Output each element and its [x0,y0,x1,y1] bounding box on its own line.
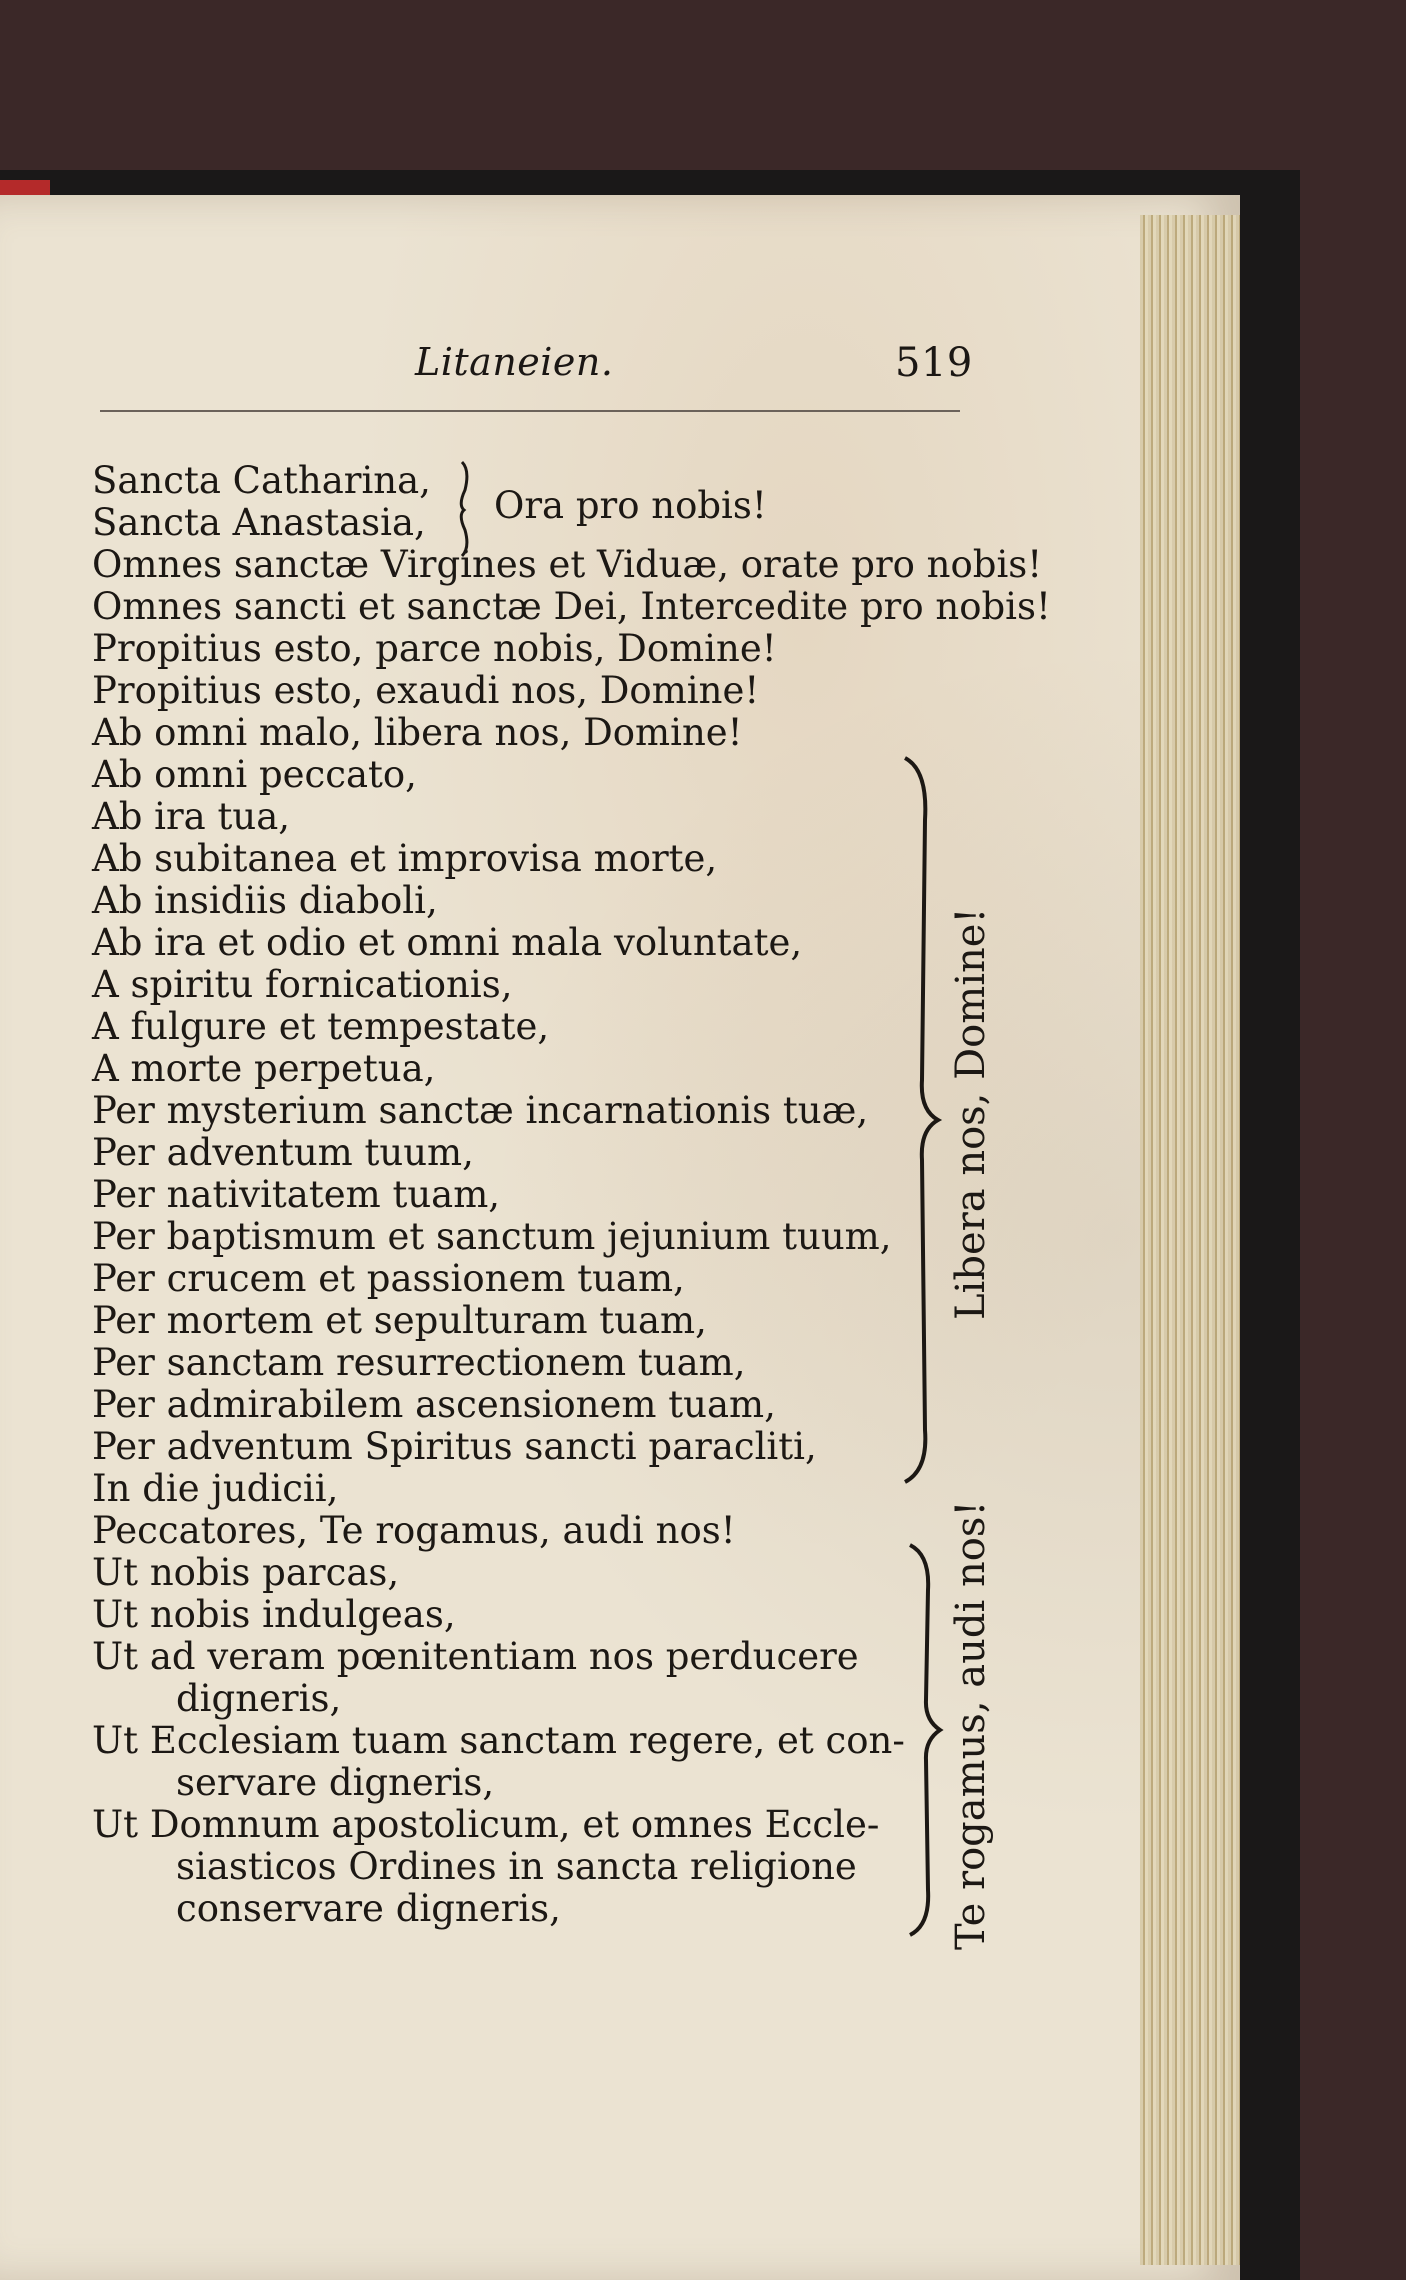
text-line: Ab insidiis diaboli, [92,879,438,922]
running-head-title: Litaneien. [415,340,614,384]
text-line: Ab omni peccato, [92,753,417,796]
text-line: Ab omni malo, libera nos, Domine! [92,711,743,754]
text-line: Per admirabilem ascensionem tuam, [92,1383,776,1426]
text-line: Sancta Anastasia, [92,501,426,544]
text-line: A spiritu fornicationis, [92,963,513,1006]
text-line: Per baptismum et sanctum jejunium tuum, [92,1215,892,1258]
text-line: Per crucem et passionem tuam, [92,1257,685,1300]
page-number: 519 [895,340,973,386]
text-line: Ut nobis indulgeas, [92,1593,456,1636]
text-line: Ab ira tua, [92,795,291,838]
text-line: Sancta Catharina, [92,459,431,502]
text-line: Ut Ecclesiam tuam sanctam regere, et con- [92,1719,905,1762]
text-line: Peccatores, Te rogamus, audi nos! [92,1509,736,1552]
response-rogamus: Te rogamus, audi nos! [948,1500,994,1950]
text-line: Per nativitatem tuam, [92,1173,501,1216]
text-line: In die judicii, [92,1467,339,1510]
text-line: Per sanctam resurrectionem tuam, [92,1341,746,1384]
text-line: Omnes sanctæ Virgines et Viduæ, orate pro nobis! [92,543,1043,586]
text-line: Ab ira et odio et omni mala voluntate, [92,921,803,964]
brace-ora [461,462,467,556]
text-line: digneris, [176,1677,342,1720]
text-line: Per adventum tuum, [92,1131,474,1174]
text-line: Ut Domnum apostolicum, et omnes Eccle- [92,1803,880,1846]
text-line: servare digneris, [176,1761,495,1804]
text-line: A fulgure et tempestate, [92,1005,550,1048]
text-line: Propitius esto, exaudi nos, Domine! [92,669,760,712]
brace-rogamus [910,1545,940,1935]
text-line: Per adventum Spiritus sancti paracliti, [92,1425,817,1468]
response-libera: Libera nos, Domine! [948,907,994,1320]
text-line: Propitius esto, parce nobis, Domine! [92,627,777,670]
text-line: Ut ad veram pœnitentiam nos perducere [92,1635,859,1678]
text-line: siasticos Ordines in sancta religione [176,1845,857,1888]
text-line: conservare digneris, [176,1887,561,1930]
text-line: Ab subitanea et improvisa morte, [92,837,718,880]
text-line: Ut nobis parcas, [92,1551,400,1594]
text-line: Omnes sancti et sanctæ Dei, Intercedite pro nobis! [92,585,1051,628]
text-line: A morte perpetua, [92,1047,436,1090]
text-line: Per mysterium sanctæ incarnationis tuæ, [92,1089,869,1132]
text-line: Per mortem et sepulturam tuam, [92,1299,707,1342]
brace-libera [905,758,938,1482]
response-ora: Ora pro nobis! [494,484,767,527]
